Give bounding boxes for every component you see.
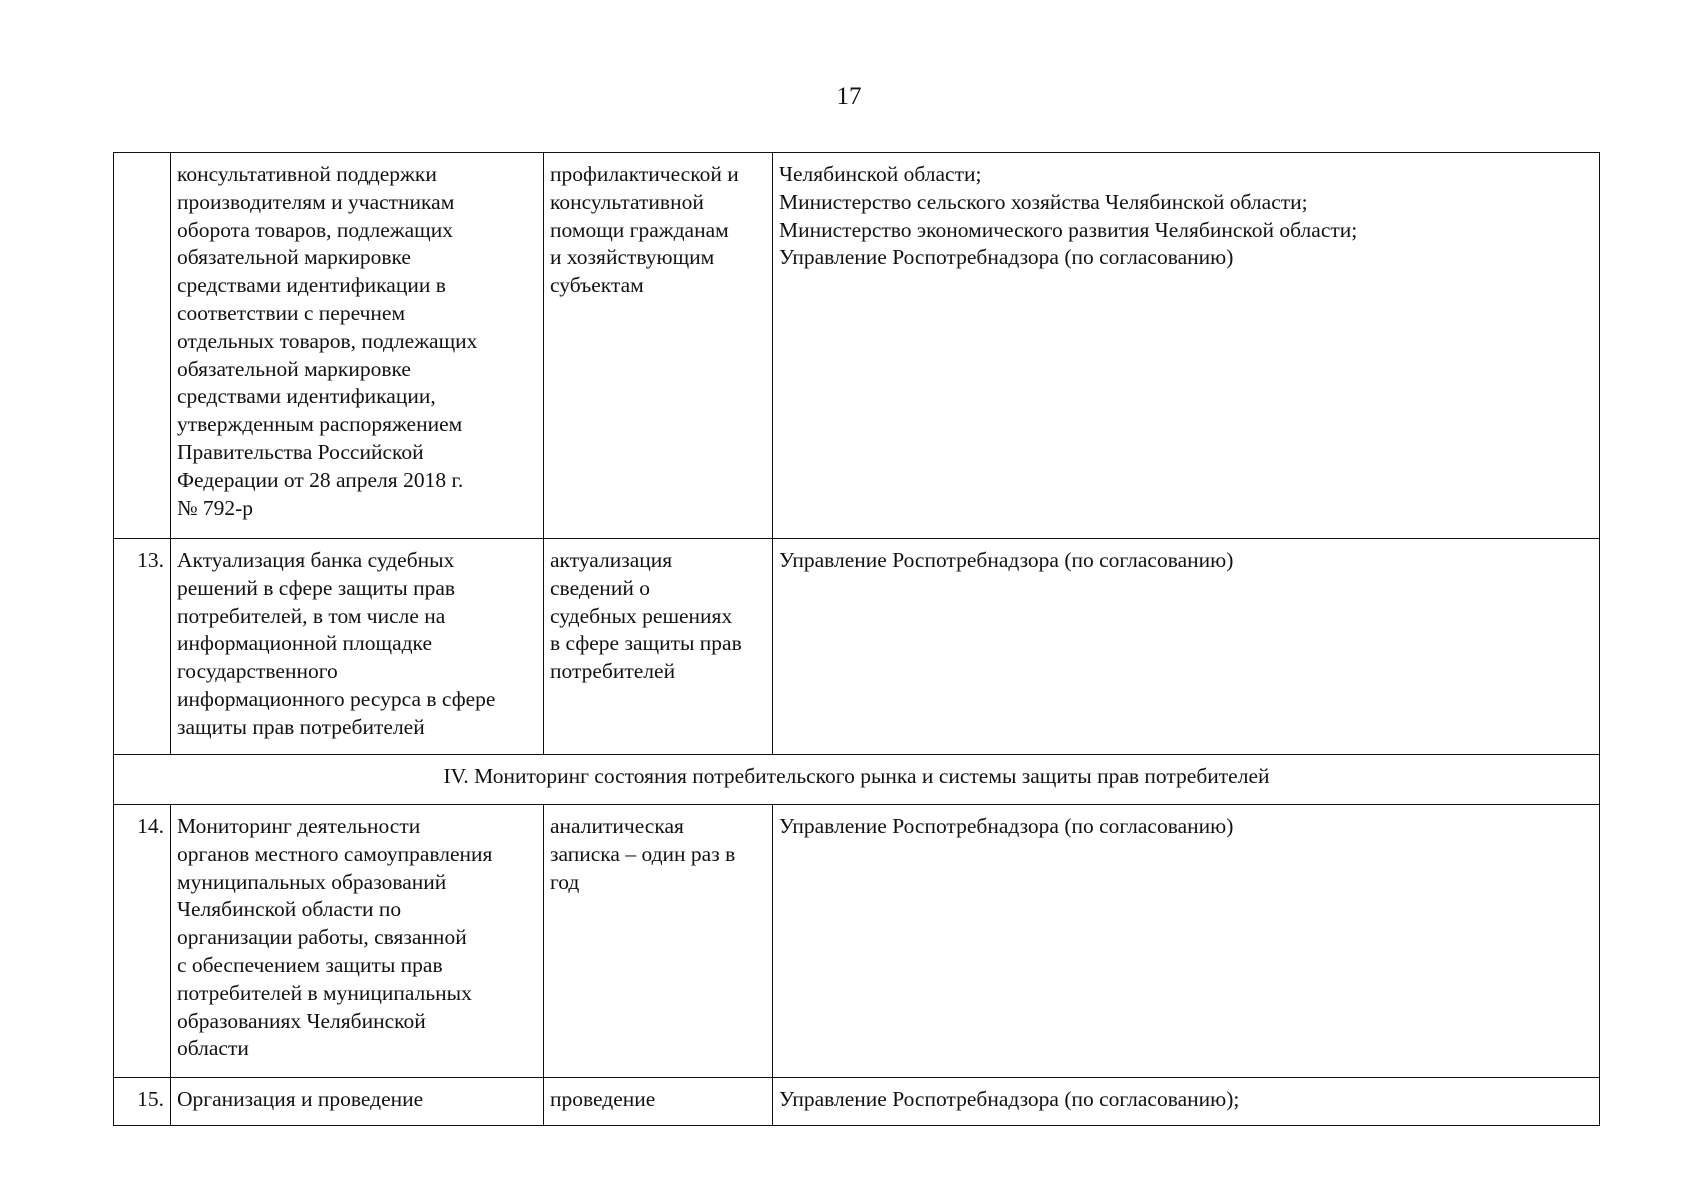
page-number: 17 [836, 83, 862, 110]
executors-cell [773, 805, 1600, 1078]
executors-cell [773, 1078, 1600, 1126]
result-line: потребителей [550, 659, 676, 684]
activity-line: государственного [177, 659, 338, 684]
executors-line: Управление Роспотребнадзора (по согласованию) [779, 548, 1234, 572]
activity-line: организации работы, связанной [177, 925, 467, 950]
activity-line: Мониторинг деятельности [177, 814, 421, 838]
result-cell [544, 1078, 773, 1126]
activity-line: отдельных товаров, подлежащих [177, 328, 478, 353]
activity-line: обязательной маркировке [177, 245, 411, 270]
result-line: актуализация [550, 548, 673, 572]
table-row [114, 539, 1600, 755]
result-line: и хозяйствующим [550, 245, 715, 270]
section-title: IV. Мониторинг состояния потребительского рынка и системы защиты прав потребителей [114, 755, 1600, 805]
activity-line: информационной площадке [177, 631, 432, 656]
result-line: аналитическая [550, 814, 684, 838]
executors-line: Министерство экономического развития Челябинской области; [779, 217, 1358, 242]
result-line: в сфере защиты прав [550, 631, 742, 656]
result-cell [544, 539, 773, 755]
result-line: консультативной [550, 189, 704, 214]
executors-cell [773, 539, 1600, 755]
row-number-cell [114, 153, 171, 539]
activity-line: информационного ресурса в сфере [177, 686, 496, 711]
activity-line: потребителей, в том числе на [177, 603, 446, 628]
row-number-cell: 13. [114, 539, 171, 755]
activity-line: Челябинской области по [177, 897, 402, 922]
result-line: записка – один раз в [550, 841, 736, 866]
activity-line: муниципальных образований [177, 869, 447, 894]
activity-line: оборота товаров, подлежащих [177, 217, 453, 242]
result-line: год [550, 869, 580, 894]
result-line: судебных решениях [550, 603, 733, 628]
activity-line: № 792-р [177, 495, 254, 520]
activity-line: Организация и проведение [177, 1087, 424, 1111]
activity-line: защиты прав потребителей [177, 714, 425, 739]
executors-line: Министерство сельского хозяйства Челябинской области; [779, 189, 1308, 214]
result-line: профилактической и [550, 162, 739, 186]
activity-line: утвержденным распоряжением [177, 412, 463, 437]
activity-line: органов местного самоуправления [177, 841, 493, 866]
activity-line: с обеспечением защиты прав [177, 952, 443, 977]
activity-line: соответствии с перечнем [177, 300, 406, 325]
activity-line: средствами идентификации, [177, 384, 436, 409]
row-number-cell: 15. [114, 1078, 171, 1126]
executors-cell [773, 153, 1600, 539]
activity-line: Правительства Российской [177, 439, 424, 464]
activity-line: производителям и участникам [177, 189, 455, 214]
executors-line: Управление Роспотребнадзора (по согласованию); [779, 1087, 1240, 1111]
executors-line: Управление Роспотребнадзора (по согласованию) [779, 814, 1234, 838]
executors-line: Челябинской области; [779, 162, 982, 186]
result-line: проведение [550, 1087, 656, 1111]
result-cell [544, 805, 773, 1078]
activity-line: образованиях Челябинской [177, 1008, 426, 1033]
activity-cell [171, 805, 544, 1078]
result-line: помощи гражданам [550, 217, 729, 242]
activity-line: потребителей в муниципальных [177, 980, 472, 1005]
activity-line: консультативной поддержки [177, 162, 437, 186]
activity-line: решений в сфере защиты прав [177, 575, 456, 600]
activity-line: средствами идентификации в [177, 273, 446, 298]
section-header-row [114, 755, 1600, 805]
table-body [114, 153, 1600, 1126]
activity-line: области [177, 1036, 249, 1061]
activity-line: обязательной маркировке [177, 356, 411, 381]
table-row [114, 153, 1600, 539]
table-row [114, 805, 1600, 1078]
activity-cell [171, 153, 544, 539]
activity-line: Актуализация банка судебных [177, 548, 455, 572]
executors-line: Управление Роспотребнадзора (по согласованию) [779, 245, 1234, 270]
result-cell [544, 153, 773, 539]
activity-cell [171, 1078, 544, 1126]
row-number-cell: 14. [114, 805, 171, 1078]
activity-cell [171, 539, 544, 755]
measures-table [113, 152, 1600, 1126]
activity-line: Федерации от 28 апреля 2018 г. [177, 467, 464, 492]
result-line: сведений о [550, 575, 650, 600]
result-line: субъектам [550, 273, 644, 298]
table-row [114, 1078, 1600, 1126]
